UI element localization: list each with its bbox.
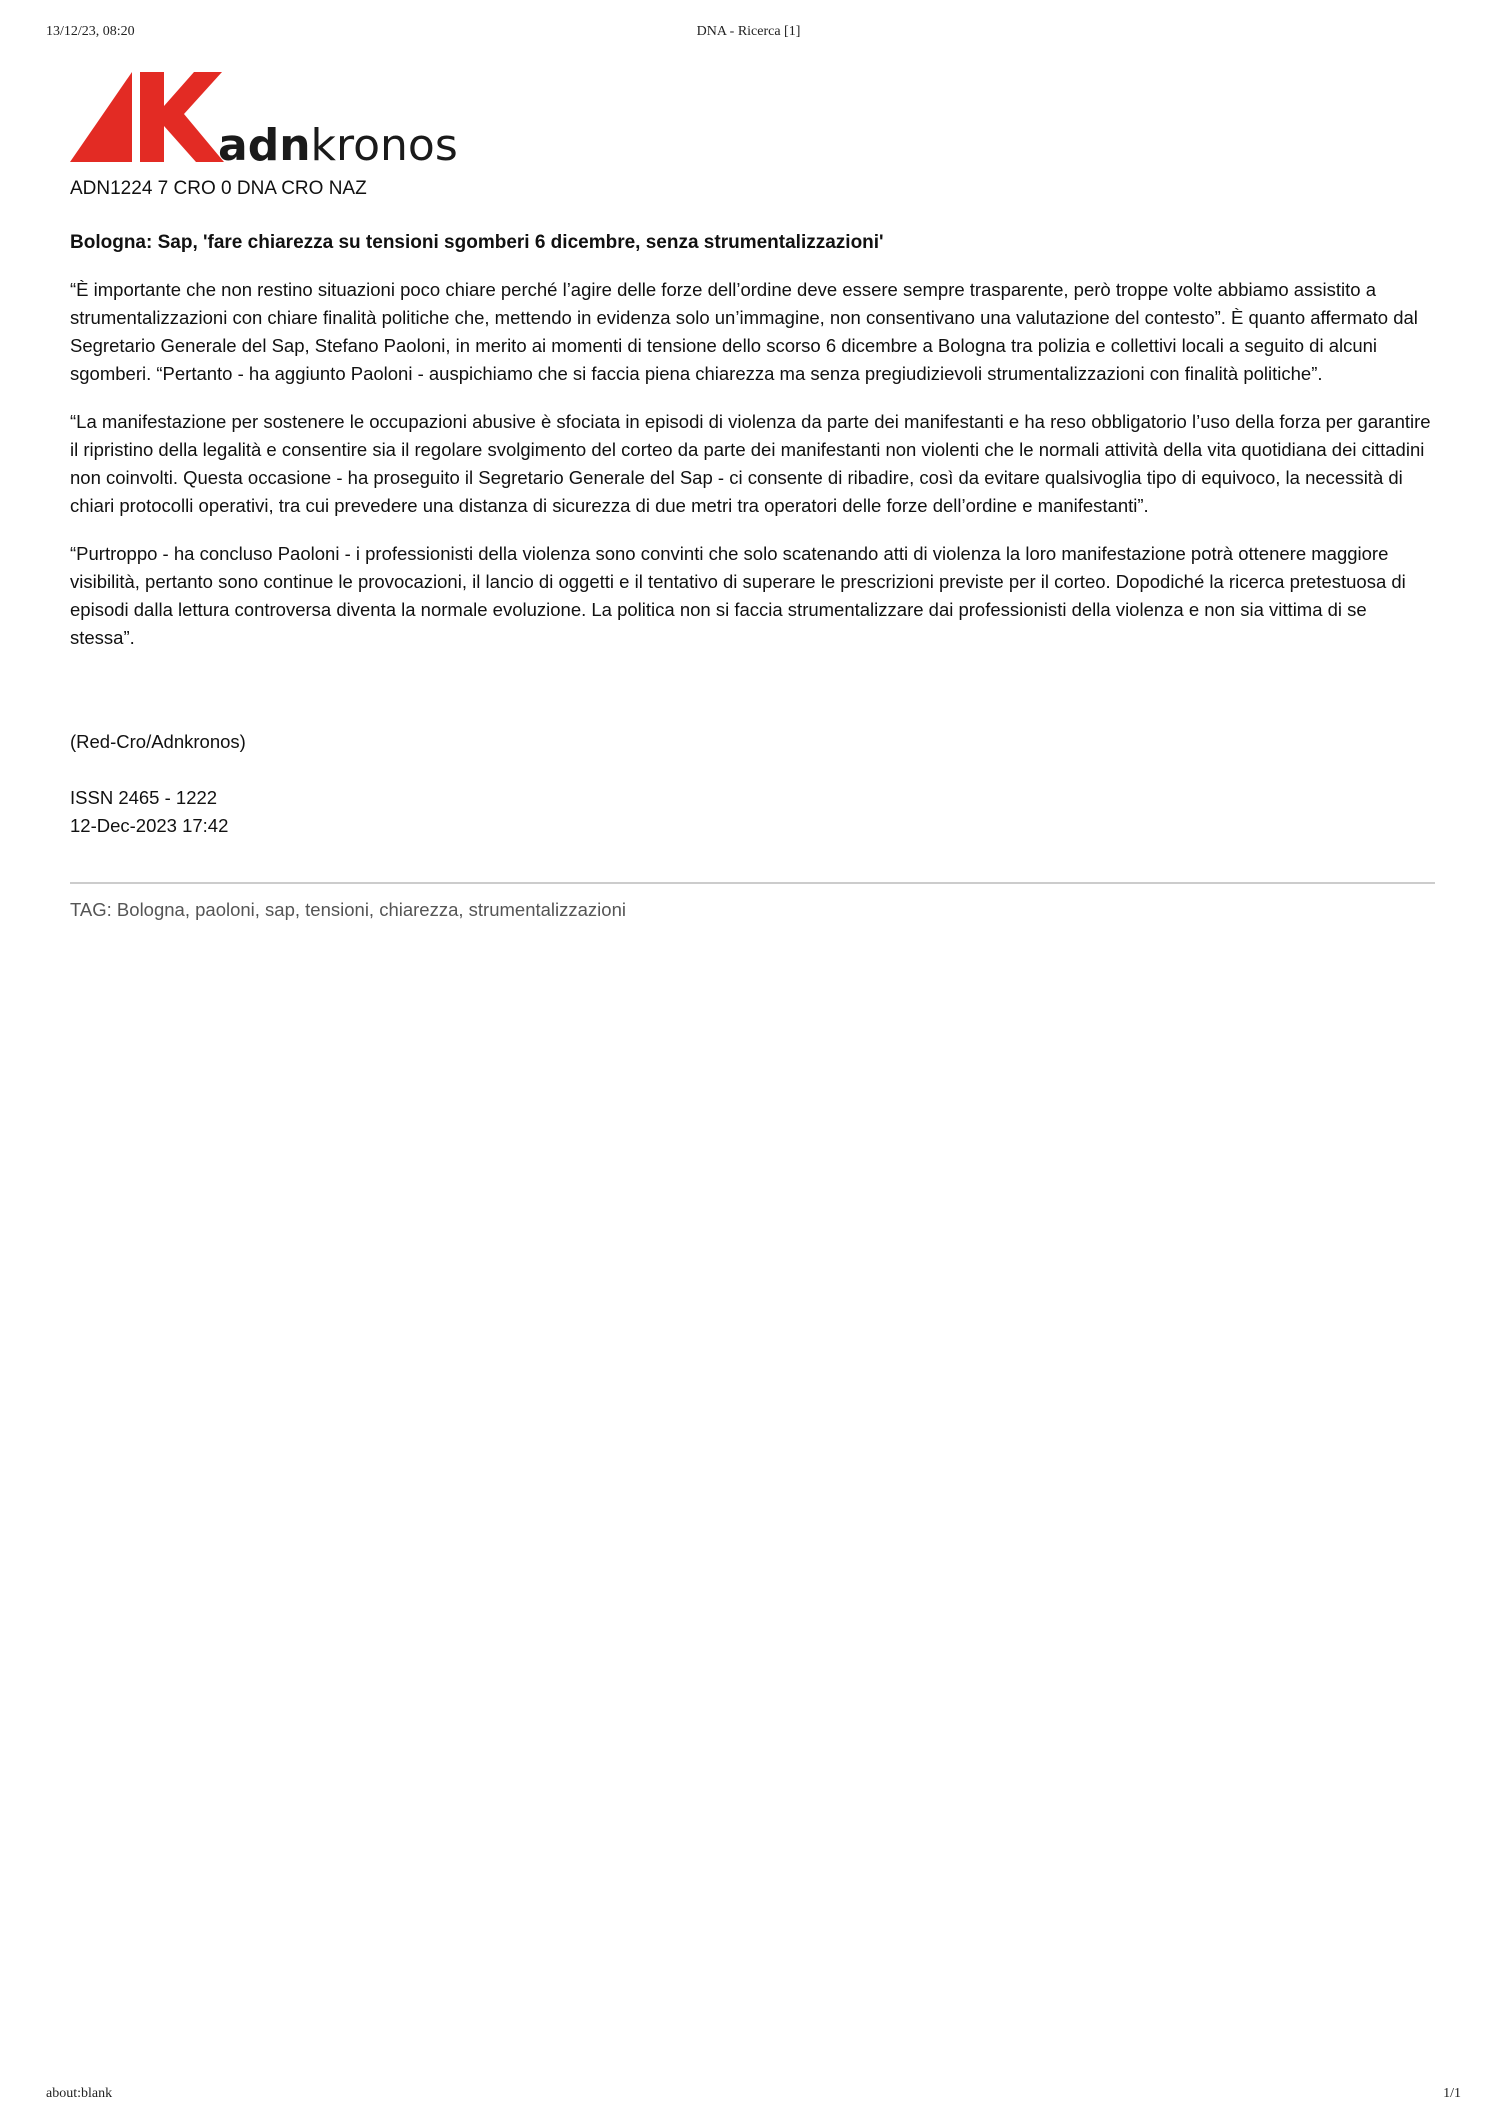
logo-triangle-shape: [70, 72, 132, 162]
article-code-line: ADN1224 7 CRO 0 DNA CRO NAZ: [70, 178, 367, 199]
logo-wordmark-light: kronos: [310, 120, 458, 171]
article-credit: (Red-Cro/Adnkronos): [70, 731, 246, 752]
article-paragraph-3: “Purtroppo - ha concluso Paoloni - i professionisti della violenza sono convinti che solo scatenando atti di violenza la loro manifestazione potrà ottenere maggiore visibilità, pertanto sono continue le provocazioni, il lancio di oggetti e il tentativo di superare le prescrizioni previste per il corteo. Dopodiché la ricerca pretestuosa di episodi dalla lettura controversa diventa la normale evoluzione. La politica non si faccia strumentalizzare dai professionisti della violenza e non sia vittima di se stessa”.: [70, 543, 1406, 648]
article-tags: TAG: Bologna, paoloni, sap, tensioni, chiarezza, strumentalizzazioni: [70, 899, 626, 920]
article-date: 12-Dec-2023 17:42: [70, 815, 229, 836]
article-issn: ISSN 2465 - 1222: [70, 787, 218, 808]
print-page-number: 1/1: [1443, 2086, 1461, 2101]
logo-wordmark-bold: adn: [218, 120, 311, 171]
print-page-title: DNA - Ricerca [1]: [696, 24, 801, 39]
print-footer: [0, 2086, 1497, 2108]
spacer: [70, 756, 1435, 784]
divider: [70, 882, 1435, 884]
logo-k-shape: [140, 72, 224, 162]
print-datetime: 13/12/23, 08:20: [46, 24, 135, 39]
article-headline: Bologna: Sap, 'fare chiarezza su tensioni sgomberi 6 dicembre, senza strumentalizzazioni': [70, 232, 884, 253]
logo-wordmark: [218, 120, 458, 171]
spacer: [70, 672, 1435, 728]
print-url: about:blank: [46, 2086, 113, 2101]
article-paragraph-2: “La manifestazione per sostenere le occupazioni abusive è sfociata in episodi di violenza da parte dei manifestanti e ha reso obbligatorio l’uso della forza per garantire il ripristino della legalità e consentire sia il regolare svolgimento del corteo da parte dei manifestanti non violenti che le normali attività della vita quotidiana dei cittadini non coinvolti. Questa occasione - ha proseguito il Segretario Generale del Sap - ci consente di ribadire, così da evitare qualsivoglia tipo di equivoco, la necessità di chiari protocolli operativi, tra cui prevedere una distanza di sicurezza di due metri tra operatori delle forze dell’ordine e manifestanti”.: [70, 411, 1431, 516]
adnkronos-logo: [70, 72, 458, 171]
adnkronos-logo-graphic: [70, 72, 458, 171]
article-content: [70, 176, 1435, 924]
article-paragraph-1: “È importante che non restino situazioni poco chiare perché l’agire delle forze dell’ordine deve essere sempre trasparente, però troppe volte abbiamo assistito a strumentalizzazioni con chiare finalità politiche che, mettendo in evidenza solo un’immagine, non consentivano una valutazione del contesto”. È quanto affermato dal Segretario Generale del Sap, Stefano Paoloni, in merito ai momenti di tensione dello scorso 6 dicembre a Bologna tra polizia e collettivi locali a seguito di alcuni sgomberi. “Pertanto - ha aggiunto Paoloni - auspichiamo che si faccia piena chiarezza ma senza pregiudizievoli strumentalizzazioni con finalità politiche”.: [70, 279, 1418, 384]
print-header: [0, 24, 1497, 48]
